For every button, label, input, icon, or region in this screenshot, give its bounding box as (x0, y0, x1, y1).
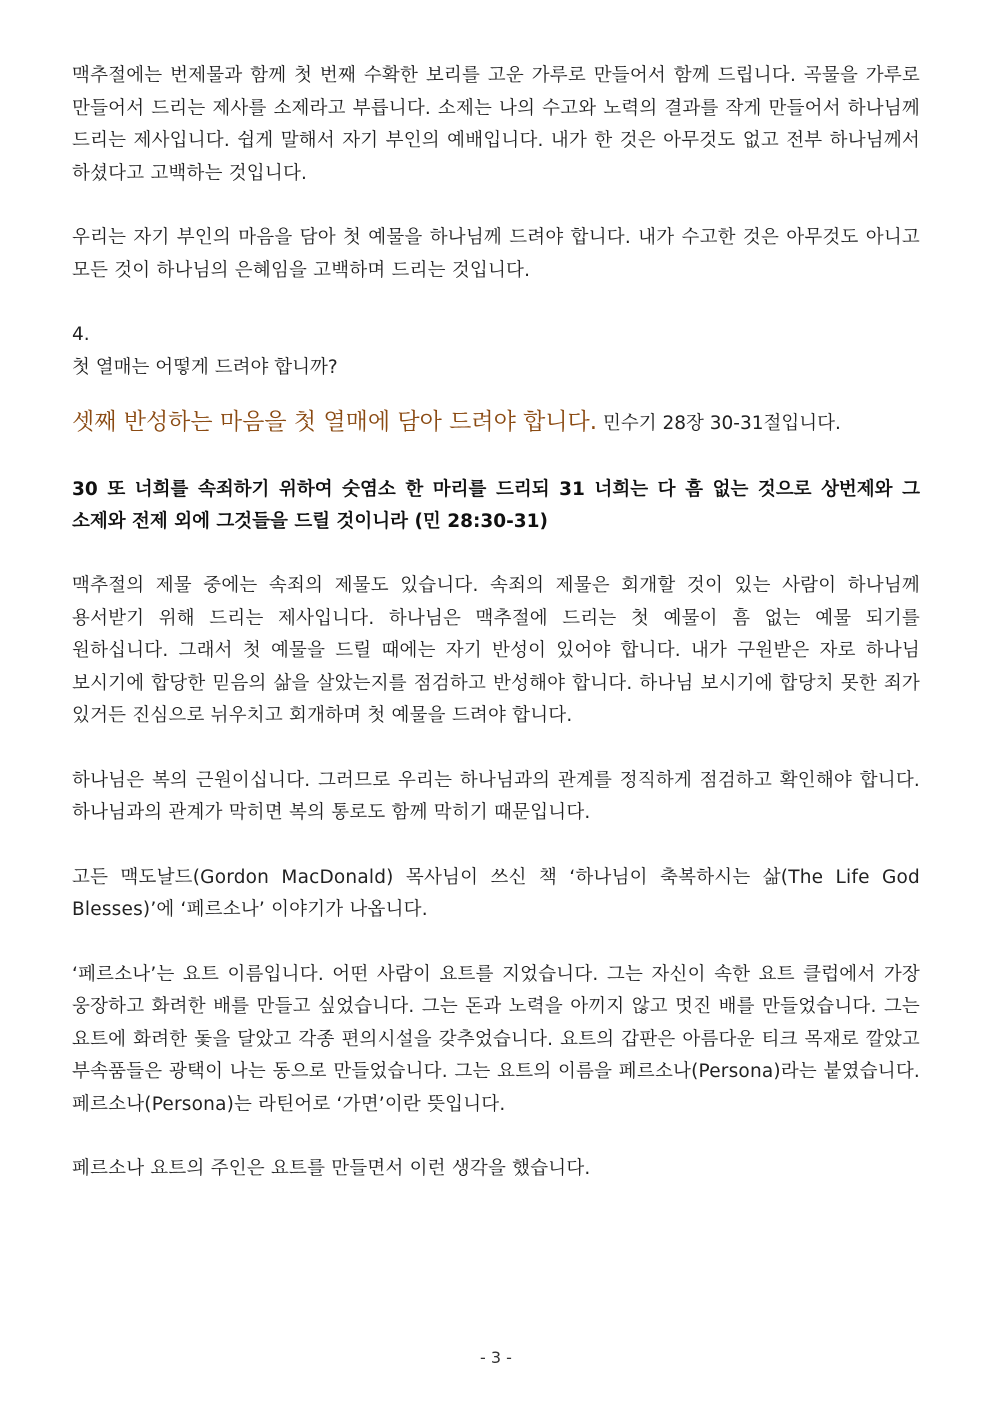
page-number: - 3 - (480, 1348, 512, 1367)
emphasis-statement: 셋째 반성하는 마음을 첫 열매에 담아 드려야 합니다. (72, 409, 598, 435)
paragraph-source-of-blessing: 하나님은 복의 근원이십니다. 그러므로 우리는 하나님과의 관계를 정직하게 점검하고 확인해야 합니다. 하나님과의 관계가 막히면 복의 통로도 함께 막히기 때문입니다. (72, 769, 920, 823)
paragraph-persona-yacht: ‘페르소나’는 요트 이름입니다. 어떤 사람이 요트를 지었습니다. 그는 자신이 속한 요트 클럽에서 가장 웅장하고 화려한 배를 만들고 싶었습니다. 그는 돈과 노력을 아끼지 않고 멋진 배를 만들었습니다. 그는 요트에 화려한 돛을 달았고 각종 편의시설을 갖추었습니다. 요트의 갑판은 아름다운 티크 목재로 깔았고 부속품들은 광택이 나는 동으로 만들었습니다. 그는 요트의 이름을 페르소나(Persona)라는 붙였습니다. 페르소나(Persona)는 라틴어로 ‘가면’이란 뜻입니다. (72, 963, 920, 1115)
paragraph-book-reference: 고든 맥도날드(Gordon MacDonald) 목사님이 쓰신 책 ‘하나님이 축복하시는 삶(The Life God Blesses)’에 ‘페르소나’ 이야기가 나옵니다. (72, 866, 920, 920)
paragraph-self-denial: 우리는 자기 부인의 마음을 담아 첫 예물을 하나님께 드려야 합니다. 내가 수고한 것은 아무것도 아니고 모든 것이 하나님의 은혜임을 고백하며 드리는 것입니다. (72, 227, 920, 281)
section-number: 4. (72, 324, 90, 345)
paragraph-yacht-owner: 페르소나 요트의 주인은 요트를 만들면서 이런 생각을 했습니다. (72, 1158, 591, 1179)
paragraph-sin-offering: 맥추절의 제물 중에는 속죄의 제물도 있습니다. 속죄의 제물은 회개할 것이 있는 사람이 하나님께 용서받기 위해 드리는 제사입니다. 하나님은 맥추절에 드리는 첫 예물이 흠 없는 예물 되기를 원하십니다. 그래서 첫 예물을 드릴 때에는 자기 반성이 있어야 합니다. 내가 구원받은 자로 하나님 보시기에 합당한 믿음의 삶을 살았는지를 점검하고 반성해야 합니다. 하나님 보시기에 합당치 못한 죄가 있거든 진심으로 뉘우치고 회개하며 첫 예물을 드려야 합니다. (72, 575, 920, 726)
document-page (72, 60, 920, 1186)
paragraph-grain-offering: 맥추절에는 번제물과 함께 첫 번째 수확한 보리를 고운 가루로 만들어서 함께 드립니다. 곡물을 가루로 만들어서 드리는 제사를 소제라고 부릅니다. 소제는 나의 수고와 노력의 결과를 작게 만들어서 하나님께 드리는 제사입니다. 쉽게 말해서 자기 부인의 예배입니다. 내가 한 것은 아무것도 없고 전부 하나님께서 하셨다고 고백하는 것입니다. (72, 65, 920, 184)
emphasis-paragraph (72, 404, 920, 442)
scripture-reference: 민수기 28장 30-31절입니다. (597, 413, 841, 434)
scripture-verse: 30 또 너희를 속죄하기 위하여 숫염소 한 마리를 드리되 31 너희는 다 흠 없는 것으로 상번제와 그 소제와 전제 외에 그것들을 드릴 것이니라 (민 28:30-31) (72, 479, 920, 532)
section-question: 첫 열매는 어떻게 드려야 합니까? (72, 356, 338, 378)
